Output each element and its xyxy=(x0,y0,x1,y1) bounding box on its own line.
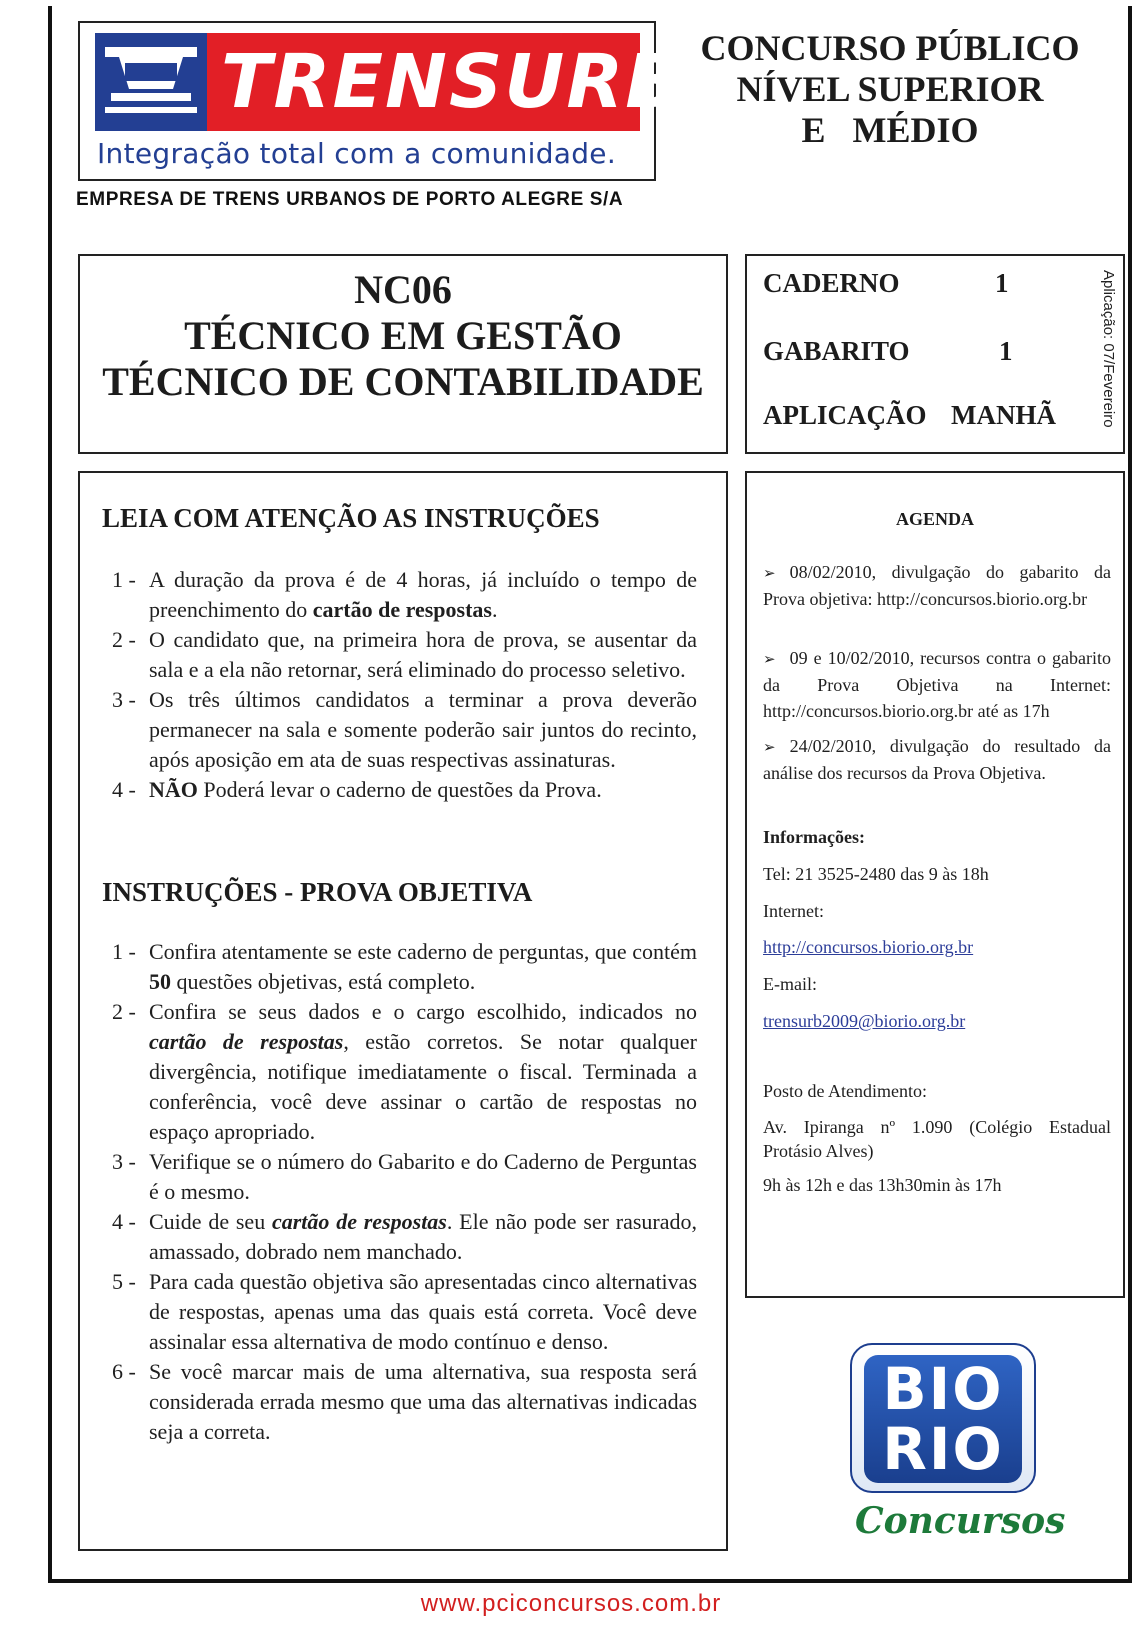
agenda-entry: ➢ 24/02/2010, divulgação do resultado da análise dos recursos da Prova Objetiva. xyxy=(763,736,1111,783)
objective-instructions-list xyxy=(102,937,697,1447)
contest-title: CONCURSO PÚBLICO NÍVEL SUPERIOR E MÉDIO xyxy=(700,28,1080,150)
posto-hours: 9h às 12h e das 13h30min às 17h xyxy=(763,1175,1002,1195)
role-code: NC06 xyxy=(354,267,452,312)
arrow-bullet-icon: ➢ xyxy=(763,738,776,756)
posto-address: Av. Ipiranga nº 1.090 (Colégio Estadual Protásio Alves) xyxy=(763,1117,1111,1161)
biorio-logo: BIO RIO xyxy=(850,1343,1036,1493)
arrow-bullet-icon: ➢ xyxy=(763,564,776,582)
list-item: 4 - NÃO Poderá levar o caderno de questões da Prova. xyxy=(112,777,602,802)
gabarito-label: GABARITO xyxy=(763,336,910,366)
list-item: 4 - Cuide de seu cartão de respostas. Ele não pode ser rasurado, amassado, dobrado nem manchado. xyxy=(112,1209,697,1264)
aplicacao-value: MANHÃ xyxy=(951,400,1056,430)
list-item: 6 - Se você marcar mais de uma alternativa, sua resposta será considerada errada mesmo que uma das alternativas indicadas seja a correta. xyxy=(112,1359,697,1444)
objective-heading: INSTRUÇÕES - PROVA OBJETIVA xyxy=(102,877,533,907)
phone-info: Tel: 21 3525-2480 das 9 às 18h xyxy=(763,864,989,884)
agenda-entry: ➢ 09 e 10/02/2010, recursos contra o gabarito da Prova Objetiva na Internet: http://concursos.biorio.org.br até as 17h xyxy=(763,648,1111,721)
trensurb-tagline: Integração total com a comunidade. xyxy=(97,137,617,170)
internet-link[interactable]: http://concursos.biorio.org.br xyxy=(763,937,974,957)
exam-meta-box xyxy=(745,254,1125,454)
agenda-box xyxy=(745,471,1125,1298)
info-title: Informações: xyxy=(763,827,865,847)
arrow-bullet-icon: ➢ xyxy=(763,650,776,668)
role-box xyxy=(78,254,728,454)
general-instructions-list xyxy=(102,565,697,805)
aplicacao-label: APLICAÇÃO xyxy=(763,400,927,430)
list-item: 1 - A duração da prova é de 4 horas, já incluído o tempo de preenchimento do cartão de respostas. xyxy=(112,567,697,622)
footer-site-url: www.pciconcursos.com.br xyxy=(420,1590,722,1617)
trensurb-wordmark: TRENSURB xyxy=(221,39,684,125)
list-item: 2 - Confira se seus dados e o cargo escolhido, indicados no cartão de respostas, estão corretos. Se notar qualquer divergência, notifique imediatamente o fiscal. Terminada a conferência, você deve assinar o cartão de respostas no espaço apropriado. xyxy=(112,999,697,1144)
agenda-entry: ➢ 08/02/2010, divulgação do gabarito da Prova objetiva: http://concursos.biorio.org.br xyxy=(763,562,1111,609)
list-item: 5 - Para cada questão objetiva são apresentadas cinco alternativas de respostas, apenas uma das quais está correta. Você deve assinalar essa alternativa de modo contínuo e denso. xyxy=(112,1269,697,1354)
application-date-note: Aplicação: 07/Fevereiro xyxy=(1100,270,1117,428)
list-item: 3 - Os três últimos candidatos a terminar a prova deverão permanecer na sala e somente poderão sair juntos do recinto, após aposição em ata de suas respectivas assinaturas. xyxy=(112,687,697,772)
gabarito-value: 1 xyxy=(999,336,1013,366)
company-name: EMPRESA DE TRENS URBANOS DE PORTO ALEGRE S/A xyxy=(76,189,624,210)
list-item: 3 - Verifique se o número do Gabarito e do Caderno de Perguntas é o mesmo. xyxy=(112,1149,697,1204)
train-icon xyxy=(95,33,207,131)
email-link[interactable]: trensurb2009@biorio.org.br xyxy=(763,1011,966,1031)
agenda-title: AGENDA xyxy=(895,509,974,529)
posto-label: Posto de Atendimento: xyxy=(763,1081,927,1101)
internet-label: Internet: xyxy=(763,901,824,921)
caderno-value: 1 xyxy=(995,268,1009,298)
instructions-heading: LEIA COM ATENÇÃO AS INSTRUÇÕES xyxy=(102,503,600,533)
role-title-2: TÉCNICO DE CONTABILIDADE xyxy=(102,359,704,404)
email-label: E-mail: xyxy=(763,974,817,994)
instructions-box xyxy=(78,471,728,1551)
list-item: 2 - O candidato que, na primeira hora de prova, se ausentar da sala e a ela não retornar, será eliminado do processo seletivo. xyxy=(112,627,697,682)
trensurb-logo xyxy=(78,21,684,181)
caderno-label: CADERNO xyxy=(763,268,900,298)
biorio-concursos-text: Concursos xyxy=(855,1500,1066,1542)
list-item: 1 - Confira atentamente se este caderno de perguntas, que contém 50 questões objetivas, está completo. xyxy=(112,939,697,994)
role-title-1: TÉCNICO EM GESTÃO xyxy=(184,313,622,358)
